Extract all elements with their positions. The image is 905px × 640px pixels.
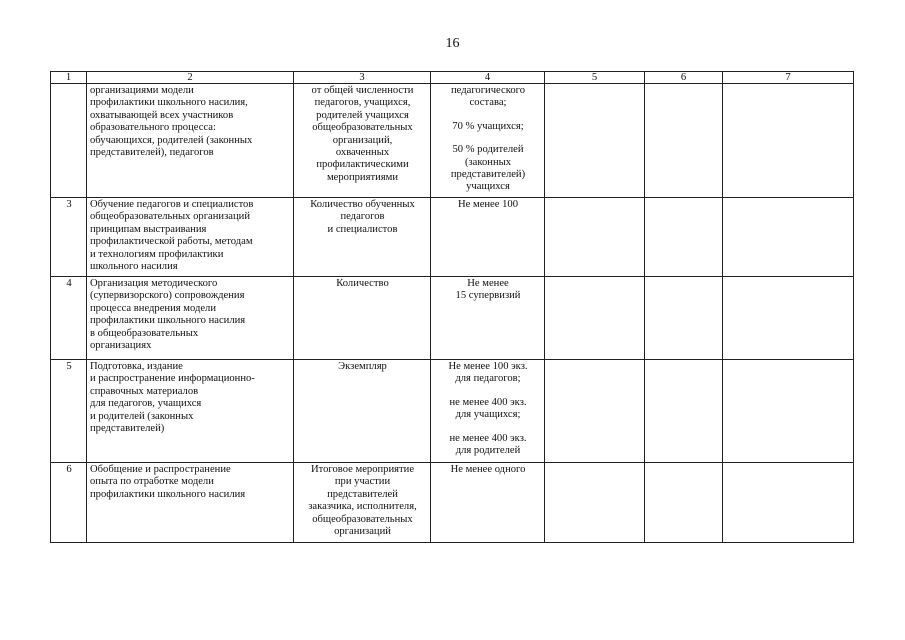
cell-line: организаций, [332, 134, 393, 146]
cell-line: для родителей [455, 445, 521, 457]
cell-line: учащихся [466, 181, 510, 193]
row-number: 5 [51, 360, 87, 463]
indicator-cell [294, 360, 431, 463]
cell-line: Количество [336, 278, 389, 289]
cell-line: 50 % родителей [452, 144, 524, 156]
table-row [51, 463, 854, 543]
cell-line: мероприятиями [326, 171, 399, 183]
cell-line: педагогического [451, 85, 525, 96]
cell-line: школьного насилия [90, 261, 178, 273]
cell-line: организаций [334, 526, 391, 538]
cell-line: в общеобразовательных [90, 327, 199, 339]
cell-line: Подготовка, издание [90, 361, 183, 372]
cell-line: (супервизорского) сопровождения [90, 290, 245, 302]
empty-cell [723, 198, 854, 277]
cell-line: родителей учащихся [316, 109, 409, 121]
cell-line: профилактическими [316, 159, 409, 171]
cell-line: охватывающей всех участников [90, 109, 234, 121]
cell-line: опыта по отработке модели [90, 476, 214, 488]
cell-line: Обобщение и распространение [90, 464, 231, 475]
table-row [51, 360, 854, 463]
cell-line: не менее 400 экз. [449, 432, 527, 444]
cell-line: организациями модели [90, 85, 194, 96]
activity-cell [87, 198, 294, 277]
row-number: 3 [51, 198, 87, 277]
cell-line: обучающихся, родителей (законных [90, 134, 253, 146]
cell-line: Итоговое мероприятие [310, 464, 415, 475]
cell-line: Не менее 100 экз. [448, 361, 528, 372]
cell-line: профилактической работы, методам [90, 236, 253, 248]
empty-cell [545, 360, 645, 463]
cell-line: Организация методического [90, 278, 218, 289]
empty-cell [645, 360, 723, 463]
activity-cell [87, 84, 294, 198]
activity-cell [87, 360, 294, 463]
indicator-cell [294, 277, 431, 360]
empty-cell [723, 463, 854, 543]
column-header: 5 [545, 72, 645, 84]
cell-line: профилактики школьного насилия [90, 488, 246, 500]
line-gap [434, 110, 542, 121]
empty-cell [545, 463, 645, 543]
value-cell [431, 277, 545, 360]
cell-line: для педагогов, учащихся [90, 398, 202, 410]
cell-line: от общей численности [311, 85, 414, 96]
empty-cell [545, 277, 645, 360]
line-gap [434, 386, 542, 397]
line-gap [434, 133, 542, 144]
cell-line: общеобразовательных [312, 122, 413, 134]
cell-line: Не менее одного [450, 464, 526, 475]
cell-line: и родителей (законных [90, 410, 194, 422]
cell-line: для педагогов; [455, 373, 521, 385]
row-number [51, 84, 87, 198]
cell-line: профилактики школьного насилия, [90, 97, 248, 109]
value-cell [431, 360, 545, 463]
empty-cell [645, 463, 723, 543]
column-header: 6 [645, 72, 723, 84]
cell-line: для учащихся; [455, 409, 521, 421]
empty-cell [645, 84, 723, 198]
activity-cell [87, 277, 294, 360]
cell-line: Обучение педагогов и специалистов [90, 199, 254, 210]
table-row [51, 277, 854, 360]
table-row [51, 84, 854, 198]
cell-line: педагогов [340, 211, 385, 223]
empty-cell [645, 198, 723, 277]
cell-line: процесса внедрения модели [90, 302, 217, 314]
column-number-row [51, 72, 854, 84]
column-header: 1 [51, 72, 87, 84]
cell-line: общеобразовательных [312, 513, 413, 525]
cell-line: общеобразовательных организаций [90, 211, 250, 223]
cell-line: и технологиям профилактики [90, 248, 224, 260]
row-number: 4 [51, 277, 87, 360]
empty-cell [545, 198, 645, 277]
cell-line: справочных материалов [90, 385, 199, 397]
cell-line: и специалистов [327, 223, 398, 235]
indicator-cell [294, 463, 431, 543]
cell-line: при участии [334, 476, 391, 488]
indicator-cell [294, 84, 431, 198]
cell-line: представителей), педагогов [90, 147, 214, 159]
value-cell [431, 84, 545, 198]
cell-line: 70 % учащихся; [452, 120, 524, 132]
cell-line: образовательного процесса: [90, 122, 216, 134]
empty-cell [723, 277, 854, 360]
column-header: 4 [431, 72, 545, 84]
activity-cell [87, 463, 294, 543]
empty-cell [723, 360, 854, 463]
value-cell [431, 463, 545, 543]
cell-line: представителей) [450, 169, 526, 181]
table-row [51, 198, 854, 277]
cell-line: и распространение информационно- [90, 373, 255, 385]
column-header: 2 [87, 72, 294, 84]
cell-line: Не менее [467, 278, 509, 289]
empty-cell [723, 84, 854, 198]
cell-line: заказчика, исполнителя, [308, 501, 417, 513]
cell-line: состава; [469, 97, 507, 109]
cell-line: (законных [464, 156, 512, 168]
column-header: 7 [723, 72, 854, 84]
page-number: 16 [445, 36, 460, 51]
cell-line: организациях [90, 340, 152, 352]
empty-cell [545, 84, 645, 198]
cell-line: представителей [327, 488, 398, 500]
column-header: 3 [294, 72, 431, 84]
cell-line: не менее 400 экз. [449, 396, 527, 408]
cell-line: Не менее 100 [457, 199, 519, 210]
cell-line: охваченных [335, 147, 390, 159]
cell-line: Экземпляр [338, 361, 387, 372]
row-number: 6 [51, 463, 87, 543]
cell-line: Количество обученных [310, 199, 415, 210]
cell-line: 15 супервизий [455, 290, 521, 302]
empty-cell [645, 277, 723, 360]
value-cell [431, 198, 545, 277]
cell-line: представителей) [90, 423, 165, 435]
cell-line: профилактики школьного насилия [90, 315, 246, 327]
cell-line: педагогов, учащихся, [314, 97, 411, 109]
indicator-cell [294, 198, 431, 277]
cell-line: принципам выстраивания [90, 223, 207, 235]
plan-table [50, 71, 854, 543]
line-gap [434, 422, 542, 433]
